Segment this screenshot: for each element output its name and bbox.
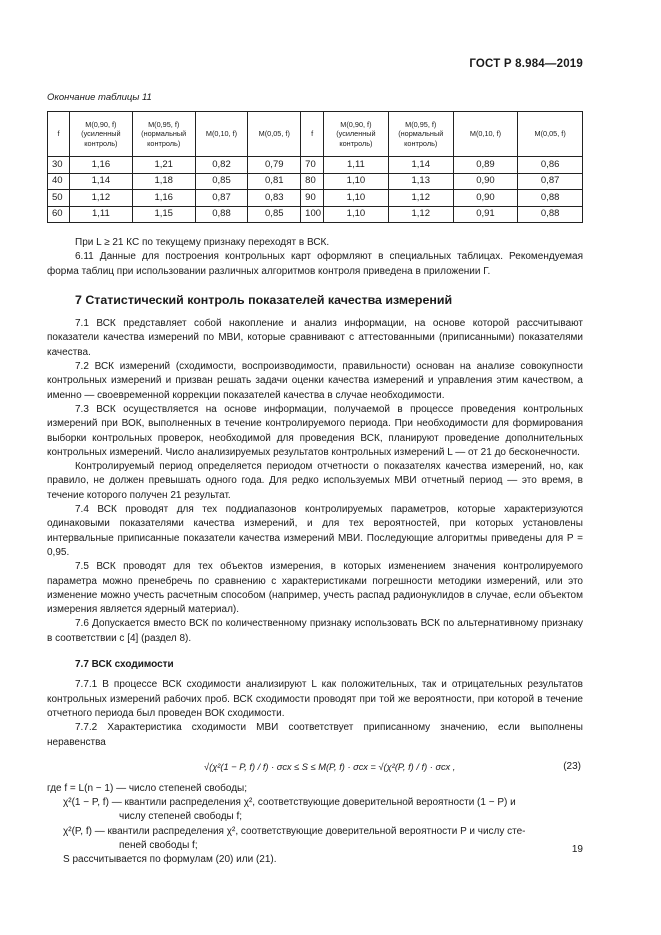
paragraph-7-1: 7.1 ВСК представляет собой накопление и анализ информации, на основе которой рассчитывают показатели качества измерений по МВИ, которые сравнивают с аттестованными (приписанными) показателями качества.	[47, 318, 583, 358]
table-cell: 100	[301, 206, 324, 223]
table-cell: 1,11	[324, 157, 389, 174]
table-cell: 0,90	[453, 190, 518, 207]
definition-s: S рассчитывается по формулам (20) или (21).	[63, 854, 277, 866]
table-cell: 70	[301, 157, 324, 174]
table-cell: 40	[48, 173, 70, 190]
table-cell: 1,16	[69, 157, 132, 174]
col-header: M(0,10, f)	[453, 112, 518, 157]
subsection-7-7-title: 7.7 ВСК сходимости	[75, 659, 174, 671]
table-cell: 1,10	[324, 173, 389, 190]
table-cell: 1,11	[69, 206, 132, 223]
table-cell: 0,88	[518, 206, 583, 223]
table-row	[48, 206, 583, 223]
paragraph-7-5: 7.5 ВСК проводят для тех объектов измерения, в которых изменением значения контролируемого параметра можно пренебречь по сравнению с характеристиками погрешности методики измерений, или это изменение можно учесть расчетным способом (например, учесть распад радионуклидов в случае, если объектом измерения является ядерный материал).	[47, 561, 583, 616]
table-cell: 0,79	[248, 157, 301, 174]
table-cell: 50	[48, 190, 70, 207]
formula-expression: √(χ²(1 − P, f) / f) · σсх ≤ S ≤ M(P, f) · σсх = √(χ²(P, f) / f) · σсх ,	[204, 761, 456, 772]
table-row	[48, 190, 583, 207]
table-cell: 1,14	[388, 157, 453, 174]
table-cell: 0,82	[195, 157, 248, 174]
table-cell: 0,85	[195, 173, 248, 190]
paragraph-6-11: 6.11 Данные для построения контрольных карт оформляют в специальных таблицах. Рекомендуемая форма таблиц при использовании различных алгоритмов контроля приведена в приложении Г.	[47, 251, 583, 277]
table-cell: 1,18	[132, 173, 195, 190]
table-cell: 0,89	[453, 157, 518, 174]
formula-definitions	[47, 782, 583, 868]
table-cell: 0,86	[518, 157, 583, 174]
definition-f: где f = L(n − 1) — число степеней свободы;	[47, 782, 248, 794]
paragraph-7-2: 7.2 ВСК измерений (сходимости, воспроизводимости, правильности) основан на анализе совокупности контрольных измерений и призван решать задачи оценки качества измерений и управления этим качеством, а именно — своевременной коррекции показателей качества в случае необходимости.	[47, 361, 583, 401]
table-row	[48, 173, 583, 190]
page-number: 19	[571, 844, 583, 855]
table-cell: 0,90	[453, 173, 518, 190]
col-header: M(0,10, f)	[195, 112, 248, 157]
col-header: M(0,90, f) (усиленный контроль)	[69, 112, 132, 157]
table-cell: 0,87	[518, 173, 583, 190]
table-cell: 0,88	[518, 190, 583, 207]
col-header: f	[301, 112, 324, 157]
document-body	[47, 236, 583, 868]
table-cell: 0,85	[248, 206, 301, 223]
paragraph-7-4: 7.4 ВСК проводят для тех поддиапазонов контролируемых параметров, которые характеризуются одинаковыми показателями качества измерений, и для тех вероятностей, при которых установлены интервальные приписанные показатели качества измерений МВИ. Последующие алгоритмы приведены для P = 0,95.	[47, 504, 583, 558]
document-code: ГОСТ Р 8.984—2019	[469, 58, 583, 70]
table-cell: 90	[301, 190, 324, 207]
col-header: M(0,95, f) (нормальный контроль)	[132, 112, 195, 157]
table-cell: 1,10	[324, 190, 389, 207]
table-cell: 1,10	[324, 206, 389, 223]
table-cell: 0,81	[248, 173, 301, 190]
col-header: M(0,05, f)	[518, 112, 583, 157]
table-cell: 0,87	[195, 190, 248, 207]
table-row	[48, 157, 583, 174]
table-header-row	[48, 112, 583, 157]
table-cell: 1,21	[132, 157, 195, 174]
paragraph-l21: При L ≥ 21 КС по текущему признаку переходят в ВСК.	[75, 237, 330, 248]
paragraph-7-7-1: 7.7.1 В процессе ВСК сходимости анализируют L как положительных, так и отрицательных результатов контрольных измерений рабочих проб. ВСК сходимости проводят при той же вероятности, при которой в течение отчетного периода был проведен ВОК сходимости.	[47, 679, 583, 719]
table-cell: 1,12	[69, 190, 132, 207]
table-cell: 1,13	[388, 173, 453, 190]
table-cell: 1,12	[388, 206, 453, 223]
table-cell: 1,15	[132, 206, 195, 223]
paragraph-7-6: 7.6 Допускается вместо ВСК по количественному признаку использовать ВСК по альтернативному признаку в соответствии с [4] (раздел 8).	[47, 618, 583, 644]
table-11	[47, 111, 583, 223]
formula-number: (23)	[563, 760, 581, 772]
table-cell: 80	[301, 173, 324, 190]
paragraph-7-3: 7.3 ВСК осуществляется на основе информации, получаемой в процессе проведения контрольных измерений при ВОК, выполненных в течение контролируемого периода. При необходимости для формирования выборки контрольных проверок, необходимой для проведения ВСК, планируют проведение дополнительных контрольных измерений. Число анализируемых результатов контрольных измерений L — от 21 до бесконечности.	[47, 403, 583, 458]
table-cell: 0,91	[453, 206, 518, 223]
table-cell: 30	[48, 157, 70, 174]
table-cell: 1,16	[132, 190, 195, 207]
table-cell: 0,88	[195, 206, 248, 223]
col-header: f	[48, 112, 70, 157]
definition-chi2-cont: пеней свободы f;	[119, 839, 198, 851]
definition-chi2: χ²(P, f) — квантили распределения χ², соответствующие доверительной вероятности P и числу сте-	[63, 825, 526, 837]
definition-chi1: χ²(1 − P, f) — квантили распределения χ², соответствующие доверительной вероятности (1 − P) и	[63, 797, 516, 809]
definition-chi1-cont: числу степеней свободы f;	[119, 811, 243, 823]
table-cell: 1,14	[69, 173, 132, 190]
paragraph-7-7-2: 7.7.2 Характеристика сходимости МВИ соответствует приписанному значению, если выполнены неравенства	[47, 722, 583, 748]
col-header: M(0,05, f)	[248, 112, 301, 157]
table-cell: 60	[48, 206, 70, 223]
section-7-title: 7 Статистический контроль показателей качества измерений	[75, 292, 453, 307]
formula-23	[47, 754, 583, 780]
table-cell: 0,83	[248, 190, 301, 207]
col-header: M(0,90, f) (усиленный контроль)	[324, 112, 389, 157]
col-header: M(0,95, f) (нормальный контроль)	[388, 112, 453, 157]
table-cell: 1,12	[388, 190, 453, 207]
paragraph-control-period: Контролируемый период определяется периодом отчетности о показателях качества измерений, но, как правило, не должен превышать одного года. Для редко используемых МВИ отчетный период — это время, в течение которого получен 21 результат.	[47, 461, 583, 501]
table-caption: Окончание таблицы 11	[47, 92, 152, 103]
